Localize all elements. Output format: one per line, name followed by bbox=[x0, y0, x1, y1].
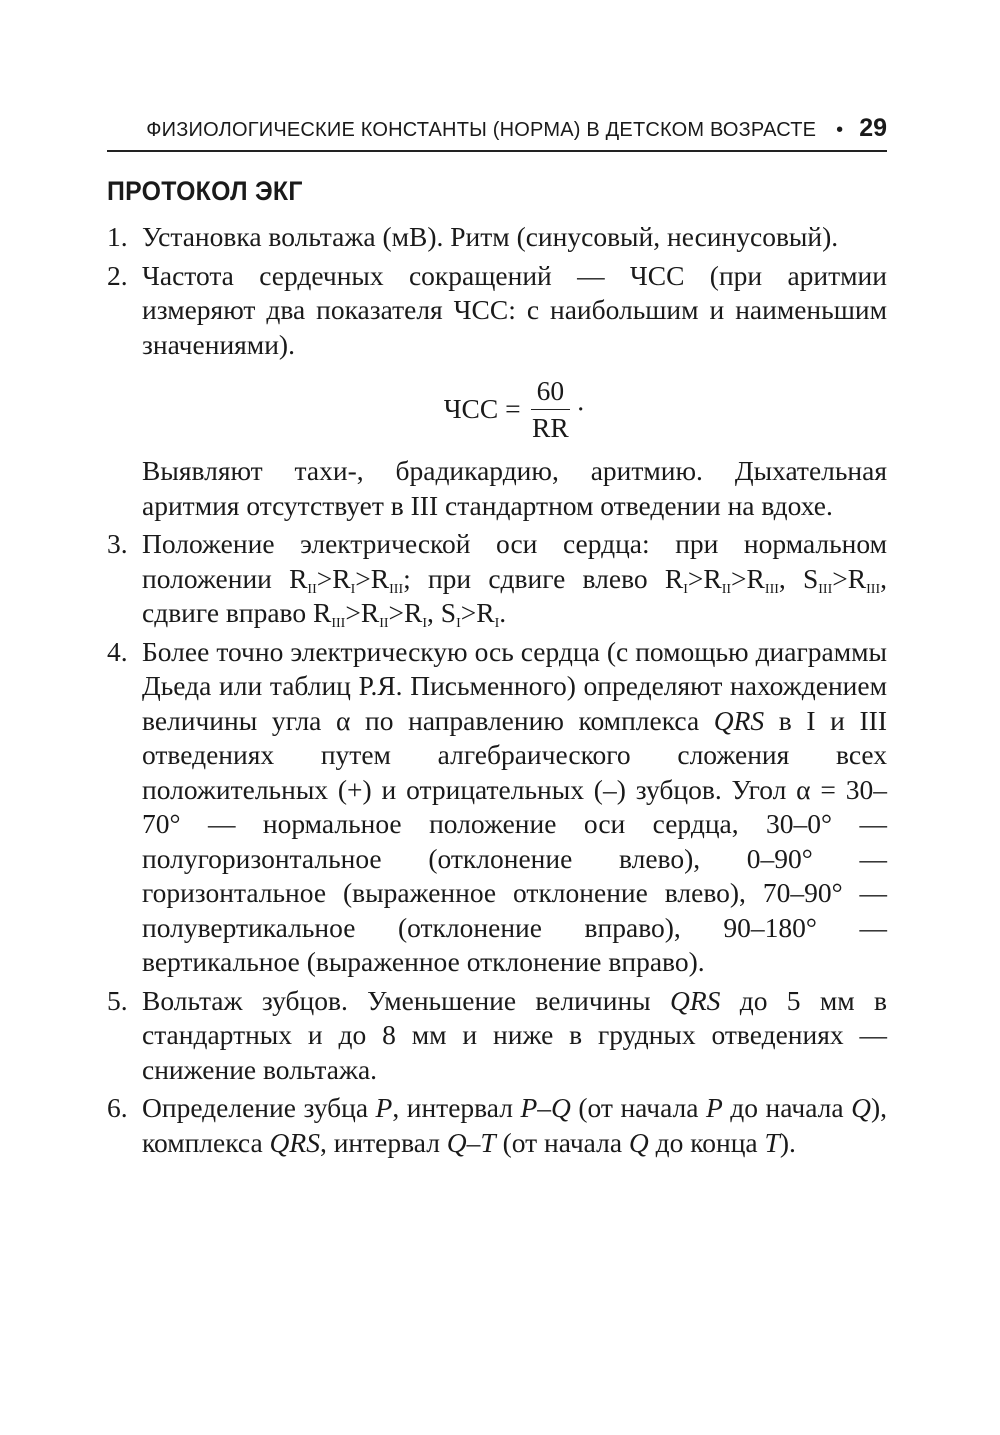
item-text bbox=[142, 527, 887, 631]
list-item bbox=[107, 527, 887, 631]
item-number: 1. bbox=[107, 221, 128, 252]
running-title: ФИЗИОЛОГИЧЕСКИЕ КОНСТАНТЫ (НОРМА) В ДЕТСКОМ ВОЗРАСТЕ bbox=[146, 119, 817, 141]
item-paragraph: Положение электрической оси сердца: при нормальном положении $R_{II}>R_I>R_{III}$; при сдвиге влево $R_I>R_{II}>R_{III}$, $S_{III}>R_{III}$, сдвиге вправо $R_{III}>R_{II}>R_I$, $S_I>R_I$. bbox=[142, 528, 887, 631]
item-text bbox=[142, 635, 887, 980]
item-number: 6. bbox=[107, 1092, 128, 1123]
list-item bbox=[107, 635, 887, 980]
item-paragraph: Выявляют тахи-, брадикардию, аритмию. Дыхательная аритмия отсутствует в III стандартном отведении на вдохе. bbox=[142, 455, 887, 521]
page-number: 29 bbox=[859, 114, 887, 142]
item-paragraph: Частота сердечных сокращений — ЧСС (при аритмии измеряют два показателя ЧСС: с наибольшим и наименьшим значениями). bbox=[142, 259, 887, 360]
list-item bbox=[107, 1091, 887, 1160]
item-number: 5. bbox=[107, 984, 128, 1016]
item-text bbox=[142, 259, 887, 524]
item-paragraph: Более точно электрическую ось сердца (с помощью диаграммы Дьеда или таблиц Р.Я. Письменного) определяют нахождением величины угла α по направлению комплекса QRS в I и III отведениях путем алгебраического сложения всех положительных (+) и отрицательных (–) зубцов. Угол α = 30–70° — нормальное положение оси сердца, 30–0° — полугоризонтальное (отклонение влево), 0–90° — горизонтальное (выраженное отклонение влево), 70–90° — полувертикальное (отклонение вправо), 90–180° — вертикальное (выраженное отклонение вправо). bbox=[142, 635, 887, 977]
running-header bbox=[107, 114, 887, 152]
item-paragraph: Установка вольтажа (мВ). Ритм (синусовый, несинусовый). bbox=[142, 221, 839, 252]
item-number: 3. bbox=[107, 528, 128, 559]
list-item bbox=[107, 259, 887, 524]
numbered-list bbox=[107, 220, 887, 1164]
list-item bbox=[107, 984, 887, 1088]
formula-denominator: RR bbox=[532, 411, 569, 443]
list-item bbox=[107, 220, 887, 255]
item-paragraph: Определение зубца P, интервал P–Q (от начала P до начала Q), комплекса QRS, интервал Q–T (от начала Q до конца T). bbox=[142, 1092, 888, 1158]
item-number: 2. bbox=[107, 259, 128, 291]
formula-dot: · bbox=[576, 392, 586, 424]
formula-fraction bbox=[531, 375, 571, 444]
section-heading: ПРОТОКОЛ ЭКГ bbox=[107, 176, 303, 206]
heart-rate-formula bbox=[142, 372, 887, 446]
item-text bbox=[142, 1091, 887, 1160]
item-paragraph: Вольтаж зубцов. Уменьшение величины QRS до 5 мм в стандартных и до 8 мм и ниже в грудных отведениях — снижение вольтажа. bbox=[142, 984, 887, 1085]
item-text bbox=[142, 984, 887, 1088]
formula-numerator: 60 bbox=[531, 375, 571, 410]
item-text bbox=[142, 220, 887, 255]
bullet-separator: • bbox=[836, 119, 844, 141]
formula-lhs: ЧСС = bbox=[443, 392, 521, 424]
item-number: 4. bbox=[107, 635, 128, 667]
